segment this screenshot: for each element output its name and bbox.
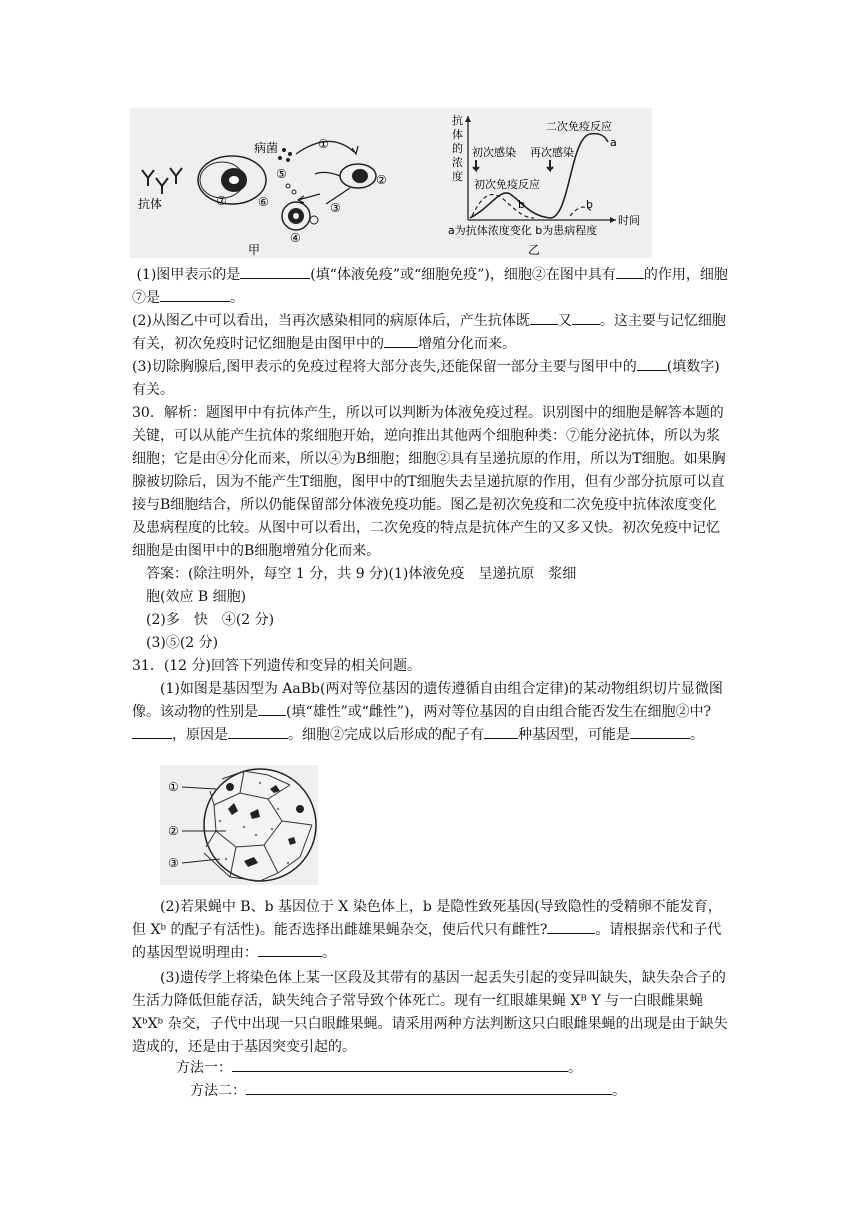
- cell-label-7: ⑦: [216, 194, 227, 208]
- q31-part2: (2)若果蝇中 B、b 基因位于 X 染色体上，b 是隐性致死基因(导致隐性的受精卵不能发育，但 Xᵇ 的配子有活性)。能否选择出雌雄果蝇杂交，使后代只有雌性? 。请根据亲代和子代的基因型说明理由： 。: [132, 899, 722, 961]
- svg-text:初次感染: 初次感染: [472, 146, 516, 159]
- arrow-6: [298, 194, 320, 200]
- svg-text:的: 的: [452, 142, 463, 155]
- antibody-icon: [142, 168, 182, 194]
- svg-text:a: a: [610, 136, 617, 149]
- svg-text:初次免疫反应: 初次免疫反应: [474, 178, 540, 191]
- answer-line-2: (2)多 快 ④(2 分): [146, 612, 275, 628]
- pathogen-label: 病菌: [254, 141, 279, 155]
- q31-part3: (3)遗传学上将染色体上某一区段及其带有的基因一起丢失引起的变异叫缺失，缺失杂合子的生活力降低但能存活，缺失纯合子常导致个体死亡。现有一红眼雄果蝇 Xᴮ Y 与一白眼雌果蝇 XᵇXᵇ 杂交，子代中出现一只白眼雌果蝇。请采用两种方法判断这只白眼雌果蝇的出现是由于缺失造成的，还是由于基因突变引起的。: [132, 970, 728, 1055]
- cell-2: [340, 164, 376, 188]
- cell-7: [198, 156, 266, 204]
- svg-text:再次感染: 再次感染: [530, 146, 574, 159]
- svg-text:二次免疫反应: 二次免疫反应: [546, 120, 612, 133]
- svg-text:浓: 浓: [452, 156, 463, 169]
- method-two: 方法二： 。: [190, 1080, 730, 1103]
- q29-part2: (2)从图乙中可以看出，当再次感染相同的病原体后，产生抗体既 又 。这主要与记忆细胞有关，初次免疫时记忆细胞是由图甲中的 增殖分化而来。: [132, 310, 730, 356]
- svg-text:⑤: ⑤: [276, 167, 287, 181]
- answer-line-3: (3)⑤(2 分): [146, 635, 219, 651]
- pathogen-icon: [278, 148, 292, 162]
- q29-part1: (1)图甲表示的是 (填“体液免疫”或“细胞免疫”)，细胞②在图中具有 的作用，细胞⑦是 。: [132, 264, 730, 310]
- micro-label-3: ③: [168, 856, 179, 870]
- svg-text:度: 度: [452, 170, 463, 183]
- micrograph-figure: [160, 765, 318, 885]
- svg-text:b: b: [518, 198, 525, 211]
- figure-yi: [448, 113, 640, 257]
- q31-heading: 31．(12 分)回答下列遗传和变异的相关问题。: [132, 658, 422, 674]
- curve-b: [472, 195, 592, 218]
- svg-text:b: b: [586, 198, 593, 211]
- svg-text:④: ④: [290, 231, 301, 245]
- method-one: 方法一： 。: [176, 1057, 716, 1080]
- svg-text:①: ①: [318, 137, 329, 151]
- antibody-label: 抗体: [138, 197, 163, 211]
- micro-label-1: ①: [168, 780, 179, 794]
- arrow-5: [315, 172, 340, 176]
- q31-part1: (1)如图是基因型为 AaBb(两对等位基因的遗传遵循自由组合定律)的某动物组织切片显微图像。该动物的性别是 (填“雄性”或“雌性”)，两对等位基因的自由组合能否发生在细胞②中?，原因是 。细胞②完成以后形成的配子有 种基因型，可能是 。: [132, 681, 723, 743]
- micro-label-2: ②: [168, 824, 179, 838]
- svg-text:②: ②: [376, 173, 387, 187]
- svg-text:抗: 抗: [452, 114, 463, 127]
- figure-yi-label: 乙: [528, 243, 541, 257]
- figure-immune: [130, 108, 652, 258]
- answer-line-1: 答案：(除注明外，每空 1 分，共 9 分)(1)体液免疫 呈递抗原 浆细: [146, 566, 577, 582]
- figure-jia-label: 甲: [248, 243, 261, 257]
- svg-text:时间: 时间: [618, 214, 640, 227]
- answer-line-1b: 胞(效应 B 细胞): [146, 589, 247, 605]
- svg-text:⑥: ⑥: [258, 195, 269, 209]
- svg-text:③: ③: [330, 201, 341, 215]
- cell-4: [282, 202, 318, 230]
- analysis-text: 30．解析：题图甲中有抗体产生，所以可以判断为体液免疫过程。识别图中的细胞是解答本题的关键，可以从能产生抗体的浆细胞开始，逆向推出其他两个细胞种类：⑦能分泌抗体，所以为浆细胞；它是由④分化而来，所以④为B细胞；细胞②具有呈递抗原的作用，所以为T细胞。如果胸腺被切除后，因为不能产生T细胞，图甲中的T细胞失去呈递抗原的作用，但有少部分抗原可以直接与B细胞结合，所以仍能保留部分体液免疫功能。图乙是初次免疫和二次免疫中抗体浓度变化及患病程度的比较。从图中可以看出，二次免疫的特点是抗体产生的又多又快。初次免疫中记忆细胞是由图甲中的B细胞增殖分化而来。: [132, 405, 726, 559]
- figure-yi-caption: a为抗体浓度变化 b为患病程度: [448, 224, 598, 237]
- svg-text:体: 体: [452, 128, 463, 141]
- figure-jia: [138, 137, 387, 257]
- q29-part3: (3)切除胸腺后,图甲表示的免疫过程将大部分丧失,还能保留一部分主要与图甲中的 (填数字)有关。: [132, 356, 730, 402]
